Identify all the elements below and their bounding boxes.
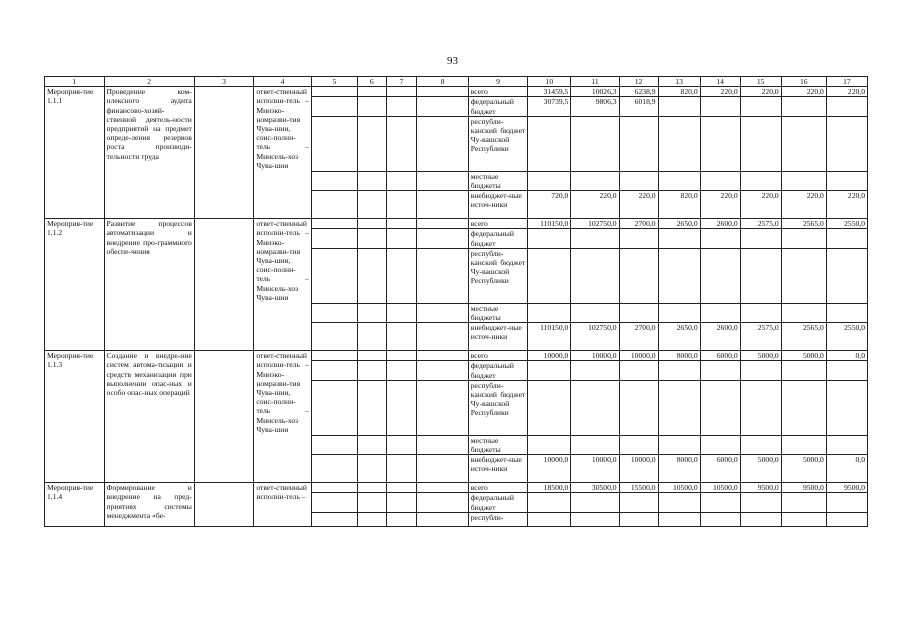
amount-cell: 220,0 — [781, 87, 826, 97]
empty-cell — [417, 97, 468, 116]
column-header-8: 8 — [417, 77, 468, 87]
amount-cell: 220,0 — [826, 87, 867, 97]
table-row — [45, 219, 868, 229]
amount-cell — [571, 512, 619, 526]
amount-cell: 10000,0 — [571, 351, 619, 361]
amount-cell: 220,0 — [781, 191, 826, 219]
amount-cell: 10000,0 — [528, 351, 571, 361]
amount-cell — [658, 171, 700, 190]
amount-cell: 0,0 — [826, 351, 867, 361]
activity-code: Мероприя-тие 1.1.1 — [45, 87, 105, 219]
funding-source: федеральный бюджет — [468, 493, 528, 512]
column-header-1: 1 — [45, 77, 105, 87]
empty-cell — [357, 219, 386, 229]
amount-cell — [700, 248, 740, 303]
amount-cell: 2550,0 — [826, 323, 867, 351]
funding-source: республи-канский бюджет Чу-вашской Республики — [468, 380, 528, 435]
column-header-9: 9 — [468, 77, 528, 87]
empty-cell — [357, 229, 386, 248]
amount-cell: 9500,0 — [826, 483, 867, 493]
amount-cell — [658, 303, 700, 322]
page-number: 93 — [447, 55, 458, 67]
amount-cell — [700, 435, 740, 454]
amount-cell — [781, 116, 826, 171]
funding-source: внебюджет-ные источ-ники — [468, 191, 528, 219]
amount-cell: 220,0 — [700, 87, 740, 97]
amount-cell — [658, 512, 700, 526]
responsible-executor: ответ-ственный исполни-тель – — [254, 483, 311, 527]
amount-cell — [658, 493, 700, 512]
funding-source: всего — [468, 351, 528, 361]
empty-cell — [417, 171, 468, 190]
empty-cell — [357, 116, 386, 171]
amount-cell: 2600,0 — [700, 323, 740, 351]
empty-cell — [386, 323, 417, 351]
empty-cell — [386, 351, 417, 361]
column-header-3: 3 — [194, 77, 254, 87]
empty-cell — [311, 493, 357, 512]
amount-cell: 2700,0 — [619, 219, 658, 229]
amount-cell — [571, 229, 619, 248]
empty-cell — [417, 229, 468, 248]
empty-cell — [311, 171, 357, 190]
empty-cell — [357, 351, 386, 361]
activity-code: Мероприя-тие 1.1.4 — [45, 483, 105, 527]
empty-cell — [357, 303, 386, 322]
empty-cell — [311, 380, 357, 435]
empty-cell — [311, 512, 357, 526]
column-header-17: 17 — [826, 77, 867, 87]
amount-cell — [740, 171, 781, 190]
amount-cell — [740, 116, 781, 171]
amount-cell — [781, 171, 826, 190]
empty-cell — [386, 97, 417, 116]
amount-cell — [740, 493, 781, 512]
amount-cell: 102750,0 — [571, 323, 619, 351]
empty-cell — [417, 361, 468, 380]
amount-cell — [740, 512, 781, 526]
funding-source: внебюджет-ные источ-ники — [468, 455, 528, 483]
empty-cell — [194, 219, 254, 351]
empty-cell — [194, 483, 254, 527]
column-header-2: 2 — [104, 77, 194, 87]
empty-cell — [311, 219, 357, 229]
funding-source: федеральный бюджет — [468, 361, 528, 380]
amount-cell: 8000,0 — [658, 455, 700, 483]
empty-cell — [386, 191, 417, 219]
amount-cell — [571, 493, 619, 512]
empty-cell — [417, 191, 468, 219]
amount-cell: 9500,0 — [781, 483, 826, 493]
amount-cell: 2565,0 — [781, 219, 826, 229]
amount-cell — [781, 229, 826, 248]
column-header-10: 10 — [528, 77, 571, 87]
amount-cell: 30739,5 — [528, 97, 571, 116]
budget-table — [44, 76, 868, 527]
amount-cell — [826, 380, 867, 435]
amount-cell: 6000,0 — [700, 455, 740, 483]
activity-name: Создание и внедре-ние систем автома-тизации и средств механизации при выполнении опас-ных и особо опас-ных операций — [104, 351, 194, 483]
amount-cell: 2700,0 — [619, 323, 658, 351]
amount-cell — [528, 116, 571, 171]
empty-cell — [386, 512, 417, 526]
empty-cell — [386, 455, 417, 483]
empty-cell — [311, 435, 357, 454]
amount-cell — [619, 361, 658, 380]
amount-cell — [528, 435, 571, 454]
empty-cell — [417, 87, 468, 97]
amount-cell — [781, 97, 826, 116]
empty-cell — [386, 303, 417, 322]
table-row — [45, 483, 868, 493]
amount-cell — [740, 97, 781, 116]
amount-cell: 6018,9 — [619, 97, 658, 116]
amount-cell — [781, 493, 826, 512]
empty-cell — [417, 351, 468, 361]
empty-cell — [194, 87, 254, 219]
empty-cell — [311, 87, 357, 97]
amount-cell — [658, 248, 700, 303]
empty-cell — [357, 248, 386, 303]
amount-cell: 2650,0 — [658, 323, 700, 351]
empty-cell — [357, 455, 386, 483]
empty-cell — [357, 493, 386, 512]
amount-cell — [619, 171, 658, 190]
amount-cell — [700, 303, 740, 322]
amount-cell: 110150,0 — [528, 323, 571, 351]
column-header-11: 11 — [571, 77, 619, 87]
amount-cell — [619, 380, 658, 435]
column-header-6: 6 — [357, 77, 386, 87]
amount-cell — [571, 380, 619, 435]
amount-cell: 10500,0 — [658, 483, 700, 493]
amount-cell: 10000,0 — [619, 455, 658, 483]
amount-cell — [528, 171, 571, 190]
empty-cell — [357, 380, 386, 435]
empty-cell — [357, 87, 386, 97]
amount-cell: 110150,0 — [528, 219, 571, 229]
amount-cell: 0,0 — [826, 455, 867, 483]
funding-source: всего — [468, 219, 528, 229]
amount-cell — [826, 435, 867, 454]
empty-cell — [386, 493, 417, 512]
empty-cell — [311, 191, 357, 219]
amount-cell — [700, 512, 740, 526]
amount-cell — [528, 361, 571, 380]
amount-cell: 5000,0 — [740, 455, 781, 483]
responsible-executor: ответ-ственный исполни-тель – Минэко-номразви-тия Чува-шии, соис-полни-тель – Минсель-хоз Чува-шии — [254, 219, 311, 351]
amount-cell — [700, 97, 740, 116]
empty-cell — [194, 351, 254, 483]
amount-cell: 30500,0 — [571, 483, 619, 493]
amount-cell — [619, 493, 658, 512]
funding-source: всего — [468, 483, 528, 493]
amount-cell — [658, 229, 700, 248]
amount-cell — [826, 116, 867, 171]
amount-cell — [658, 435, 700, 454]
empty-cell — [311, 248, 357, 303]
empty-cell — [417, 323, 468, 351]
amount-cell: 2575,0 — [740, 323, 781, 351]
amount-cell — [740, 303, 781, 322]
funding-source: федеральный бюджет — [468, 97, 528, 116]
amount-cell — [619, 116, 658, 171]
column-header-15: 15 — [740, 77, 781, 87]
empty-cell — [417, 380, 468, 435]
amount-cell — [700, 229, 740, 248]
amount-cell — [528, 229, 571, 248]
amount-cell: 220,0 — [740, 191, 781, 219]
funding-source: республи-канский бюджет Чу-вашской Республики — [468, 116, 528, 171]
empty-cell — [357, 483, 386, 493]
amount-cell: 820,0 — [658, 191, 700, 219]
funding-source: внебюджет-ные источ-ники — [468, 323, 528, 351]
column-header-14: 14 — [700, 77, 740, 87]
empty-cell — [357, 171, 386, 190]
table-row — [45, 351, 868, 361]
amount-cell — [826, 248, 867, 303]
empty-cell — [311, 303, 357, 322]
empty-cell — [357, 512, 386, 526]
empty-cell — [386, 248, 417, 303]
amount-cell — [740, 248, 781, 303]
empty-cell — [311, 455, 357, 483]
amount-cell: 10000,0 — [571, 455, 619, 483]
amount-cell — [658, 361, 700, 380]
amount-cell — [619, 229, 658, 248]
empty-cell — [417, 303, 468, 322]
amount-cell: 8000,0 — [658, 351, 700, 361]
activity-name: Формирование и внедрение на пред-приятиях системы менеджмента «бе- — [104, 483, 194, 527]
empty-cell — [417, 435, 468, 454]
activity-code: Мероприя-тие 1.1.3 — [45, 351, 105, 483]
amount-cell: 102750,0 — [571, 219, 619, 229]
amount-cell — [528, 303, 571, 322]
amount-cell: 6238,9 — [619, 87, 658, 97]
amount-cell — [826, 97, 867, 116]
empty-cell — [386, 483, 417, 493]
amount-cell: 10500,0 — [700, 483, 740, 493]
column-header-7: 7 — [386, 77, 417, 87]
header-row — [45, 77, 868, 87]
amount-cell: 5000,0 — [740, 351, 781, 361]
amount-cell — [700, 493, 740, 512]
amount-cell — [571, 361, 619, 380]
empty-cell — [311, 116, 357, 171]
amount-cell — [571, 171, 619, 190]
amount-cell — [700, 361, 740, 380]
amount-cell — [740, 361, 781, 380]
empty-cell — [357, 361, 386, 380]
amount-cell — [700, 171, 740, 190]
empty-cell — [386, 87, 417, 97]
amount-cell — [781, 248, 826, 303]
activity-name: Развитие процессов автоматизации и внедрение про-граммного обеспе-чения — [104, 219, 194, 351]
empty-cell — [386, 229, 417, 248]
empty-cell — [357, 97, 386, 116]
amount-cell: 2650,0 — [658, 219, 700, 229]
amount-cell: 820,0 — [658, 87, 700, 97]
amount-cell — [700, 116, 740, 171]
empty-cell — [386, 171, 417, 190]
table-row — [45, 87, 868, 97]
amount-cell — [658, 97, 700, 116]
amount-cell: 2550,0 — [826, 219, 867, 229]
activity-name: Проведение ком-плексного аудита финансово-хозяй-ственной деятель-ности предприятий на предмет опреде-ления резервов роста производи-тельности труда — [104, 87, 194, 219]
amount-cell — [619, 248, 658, 303]
empty-cell — [417, 219, 468, 229]
amount-cell: 720,0 — [528, 191, 571, 219]
column-header-12: 12 — [619, 77, 658, 87]
funding-source: местные бюджеты — [468, 303, 528, 322]
empty-cell — [386, 380, 417, 435]
amount-cell — [571, 303, 619, 322]
empty-cell — [311, 229, 357, 248]
amount-cell — [700, 380, 740, 435]
funding-source: местные бюджеты — [468, 171, 528, 190]
column-header-5: 5 — [311, 77, 357, 87]
amount-cell — [781, 380, 826, 435]
funding-source: республи-канский бюджет Чу-вашской Республики — [468, 248, 528, 303]
empty-cell — [417, 116, 468, 171]
amount-cell — [619, 435, 658, 454]
amount-cell — [619, 303, 658, 322]
amount-cell — [826, 229, 867, 248]
amount-cell — [528, 248, 571, 303]
amount-cell — [781, 512, 826, 526]
amount-cell — [571, 116, 619, 171]
amount-cell: 2575,0 — [740, 219, 781, 229]
amount-cell — [826, 361, 867, 380]
amount-cell — [658, 380, 700, 435]
amount-cell — [781, 435, 826, 454]
funding-source: местные бюджеты — [468, 435, 528, 454]
amount-cell: 9500,0 — [740, 483, 781, 493]
amount-cell: 220,0 — [740, 87, 781, 97]
amount-cell — [571, 248, 619, 303]
amount-cell: 9806,3 — [571, 97, 619, 116]
empty-cell — [311, 323, 357, 351]
amount-cell — [658, 116, 700, 171]
funding-source: всего — [468, 87, 528, 97]
amount-cell: 220,0 — [700, 191, 740, 219]
amount-cell — [740, 435, 781, 454]
empty-cell — [311, 97, 357, 116]
empty-cell — [357, 191, 386, 219]
empty-cell — [311, 361, 357, 380]
amount-cell: 10000,0 — [619, 351, 658, 361]
amount-cell — [619, 512, 658, 526]
empty-cell — [386, 361, 417, 380]
empty-cell — [357, 323, 386, 351]
amount-cell — [826, 512, 867, 526]
amount-cell: 5000,0 — [781, 455, 826, 483]
amount-cell: 220,0 — [826, 191, 867, 219]
amount-cell — [528, 493, 571, 512]
amount-cell: 220,0 — [571, 191, 619, 219]
amount-cell — [740, 380, 781, 435]
empty-cell — [417, 455, 468, 483]
amount-cell: 31459,5 — [528, 87, 571, 97]
empty-cell — [357, 435, 386, 454]
amount-cell: 10026,3 — [571, 87, 619, 97]
amount-cell — [528, 512, 571, 526]
amount-cell: 2600,0 — [700, 219, 740, 229]
amount-cell: 15500,0 — [619, 483, 658, 493]
amount-cell — [826, 171, 867, 190]
amount-cell: 5000,0 — [781, 351, 826, 361]
amount-cell — [826, 493, 867, 512]
column-header-13: 13 — [658, 77, 700, 87]
empty-cell — [417, 512, 468, 526]
amount-cell: 2565,0 — [781, 323, 826, 351]
amount-cell: 6000,0 — [700, 351, 740, 361]
empty-cell — [386, 116, 417, 171]
amount-cell — [781, 361, 826, 380]
empty-cell — [311, 483, 357, 493]
empty-cell — [311, 351, 357, 361]
empty-cell — [417, 248, 468, 303]
empty-cell — [417, 483, 468, 493]
responsible-executor: ответ-ственный исполни-тель – Минэко-номразви-тия Чува-шии, соис-полни-тель – Минсель-хоз Чува-шии — [254, 87, 311, 219]
amount-cell — [740, 229, 781, 248]
empty-cell — [386, 219, 417, 229]
empty-cell — [386, 435, 417, 454]
amount-cell — [781, 303, 826, 322]
amount-cell — [528, 380, 571, 435]
amount-cell: 18500,0 — [528, 483, 571, 493]
empty-cell — [417, 493, 468, 512]
column-header-4: 4 — [254, 77, 311, 87]
responsible-executor: ответ-ственный исполни-тель – Минэко-номразви-тия Чува-шии, соис-полни-тель – Минсель-хоз Чува-шии — [254, 351, 311, 483]
amount-cell — [571, 435, 619, 454]
funding-source: федеральный бюджет — [468, 229, 528, 248]
activity-code: Мероприя-тие 1.1.2 — [45, 219, 105, 351]
amount-cell: 220,0 — [619, 191, 658, 219]
funding-source: республи- — [468, 512, 528, 526]
column-header-16: 16 — [781, 77, 826, 87]
amount-cell — [826, 303, 867, 322]
amount-cell: 10000,0 — [528, 455, 571, 483]
